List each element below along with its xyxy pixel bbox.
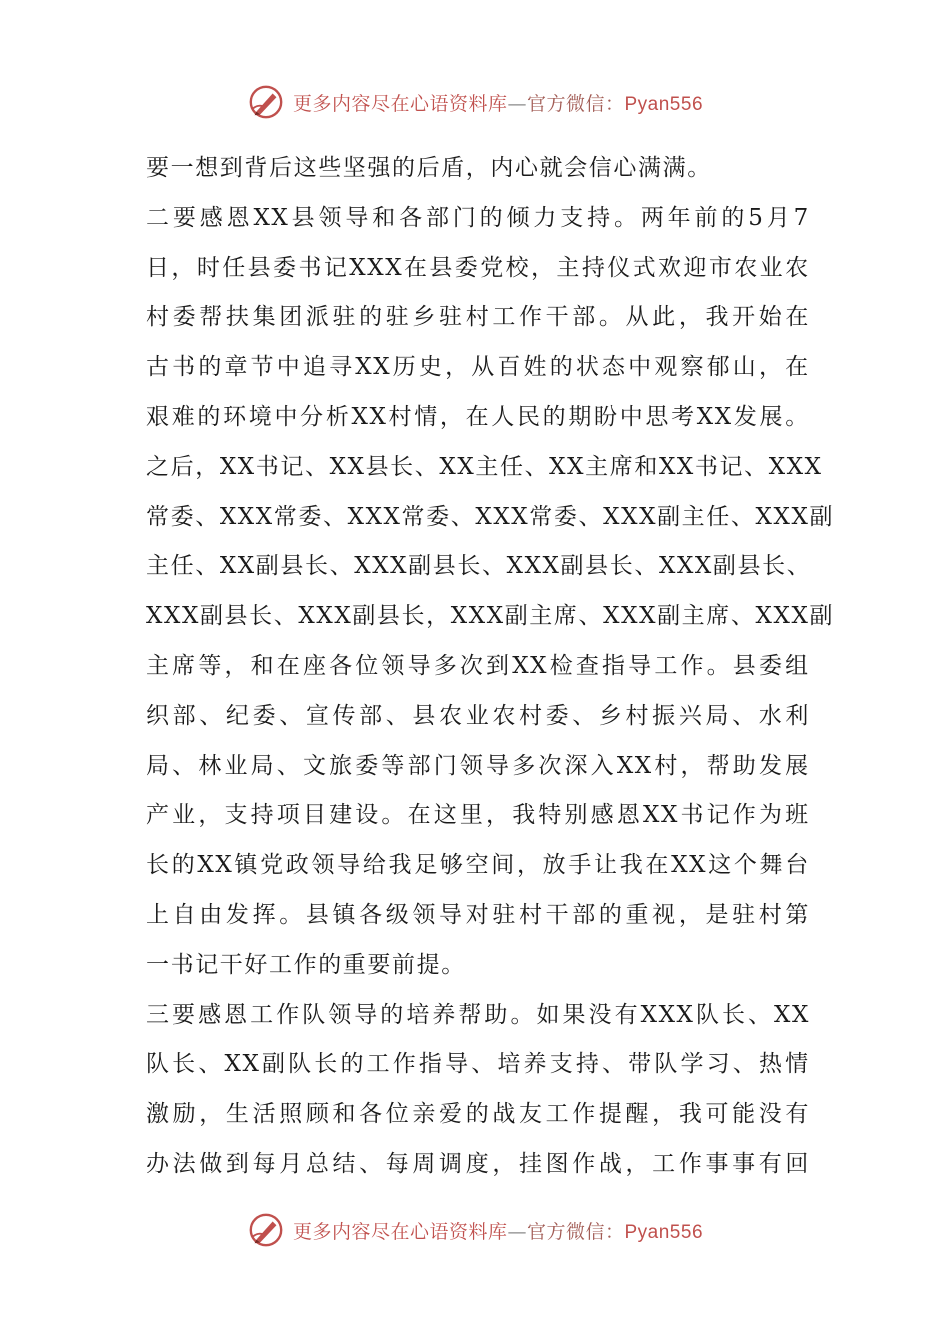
- text-line: 激 励 ， 生 活 照 顾 和 各 位 亲 爱 的 战 友 工 作 提 醒 ， 我 可 能 没 有: [146, 1101, 810, 1128]
- text-line: 二 要 感 恩 XX 县 领 导 和 各 部 门 的 倾 力 支 持 。 两 年 前 的 5 月 7: [146, 204, 810, 231]
- header-separator: —: [507, 92, 527, 115]
- text-line: XXX 副 县 长 、 XXX 副 县 长 ， XXX 副 主 席 、 XXX 副 主 席 、 XXX 副: [146, 603, 835, 630]
- header-wechat-label: 官方微信：: [526, 92, 625, 115]
- text-line: 上 自 由 发 挥 。 县 镇 各 级 领 导 对 驻 村 干 部 的 重 视 ， 是 驻 村 第: [146, 901, 810, 928]
- document-body: [146, 144, 835, 1190]
- header-banner: [0, 80, 950, 124]
- footer-text: [293, 1217, 703, 1244]
- footer-brand: 更多内容尽在心语资料库: [292, 1220, 508, 1243]
- text-line: 主 任 、 XX 副 县 长 、 XXX 副 县 长 、 XXX 副 县 长 、 XXX 副 县 长 、: [146, 553, 812, 580]
- footer-separator: —: [507, 1220, 527, 1243]
- text-line: 主 席 等 ， 和 在 座 各 位 领 导 多 次 到 XX 检 查 指 导 工 作 。 县 委 组: [146, 652, 810, 679]
- footer-banner: [0, 1208, 950, 1252]
- text-line: 长 的 XX 镇 党 政 领 导 给 我 足 够 空 间 ， 放 手 让 我 在 XX 这 个 舞 台: [146, 852, 810, 879]
- text-line: 产 业 ， 支 持 项 目 建 设 。 在 这 里 ， 我 特 别 感 恩 XX 书 记 作 为 班: [146, 802, 810, 829]
- header-wechat-id: Pyan556: [624, 93, 704, 115]
- text-line: 日 ， 时 任 县 委 书 记 XXX 在 县 委 党 校 ， 主 持 仪 式 欢 迎 市 农 业 农: [146, 254, 810, 281]
- text-line: 队 长 、 XX 副 队 长 的 工 作 指 导 、 培 养 支 持 、 带 队 学 习 、 热 情: [146, 1051, 810, 1078]
- header-brand: 更多内容尽在心语资料库: [292, 92, 508, 115]
- pen-logo-icon: [247, 83, 285, 121]
- text-line: 村 委 帮 扶 集 团 派 驻 的 驻 乡 驻 村 工 作 干 部 。 从 此 ， 我 开 始 在: [146, 304, 810, 331]
- text-line: 三 要 感 恩 工 作 队 领 导 的 培 养 帮 助 。 如 果 没 有 XXX 队 长 、 XX: [146, 1001, 810, 1028]
- text-line: 一书记干好工作的重要前提。: [146, 951, 466, 978]
- text-line: 办 法 做 到 每 月 总 结 、 每 周 调 度 ， 挂 图 作 战 ， 工 作 事 事 有 回: [146, 1150, 810, 1177]
- text-line: 常 委 、 XXX 常 委 、 XXX 常 委 、 XXX 常 委 、 XXX 副 主 任 、 XXX 副: [146, 503, 835, 530]
- text-line: 之 后 ， XX 书 记 、 XX 县 长 、 XX 主 任 、 XX 主 席 和 XX 书 记 、 XXX: [146, 453, 823, 480]
- text-line: 要一想到背后这些坚强的后盾，内心就会信心满满。: [146, 155, 712, 181]
- footer-wechat-id: Pyan556: [624, 1221, 704, 1243]
- text-line: 艰 难 的 环 境 中 分 析 XX 村 情 ， 在 人 民 的 期 盼 中 思 考 XX 发 展 。: [146, 403, 810, 430]
- text-line: 古 书 的 章 节 中 追 寻 XX 历 史 ， 从 百 姓 的 状 态 中 观 察 郁 山 ， 在: [146, 354, 810, 381]
- text-line: 织 部 、 纪 委 、 宣 传 部 、 县 农 业 农 村 委 、 乡 村 振 兴 局 、 水 利: [146, 702, 810, 729]
- footer-wechat-label: 官方微信：: [526, 1220, 625, 1243]
- header-text: [293, 89, 703, 116]
- pen-logo-icon: [247, 1211, 285, 1249]
- text-line: 局 、 林 业 局 、 文 旅 委 等 部 门 领 导 多 次 深 入 XX 村 ， 帮 助 发 展: [146, 752, 810, 779]
